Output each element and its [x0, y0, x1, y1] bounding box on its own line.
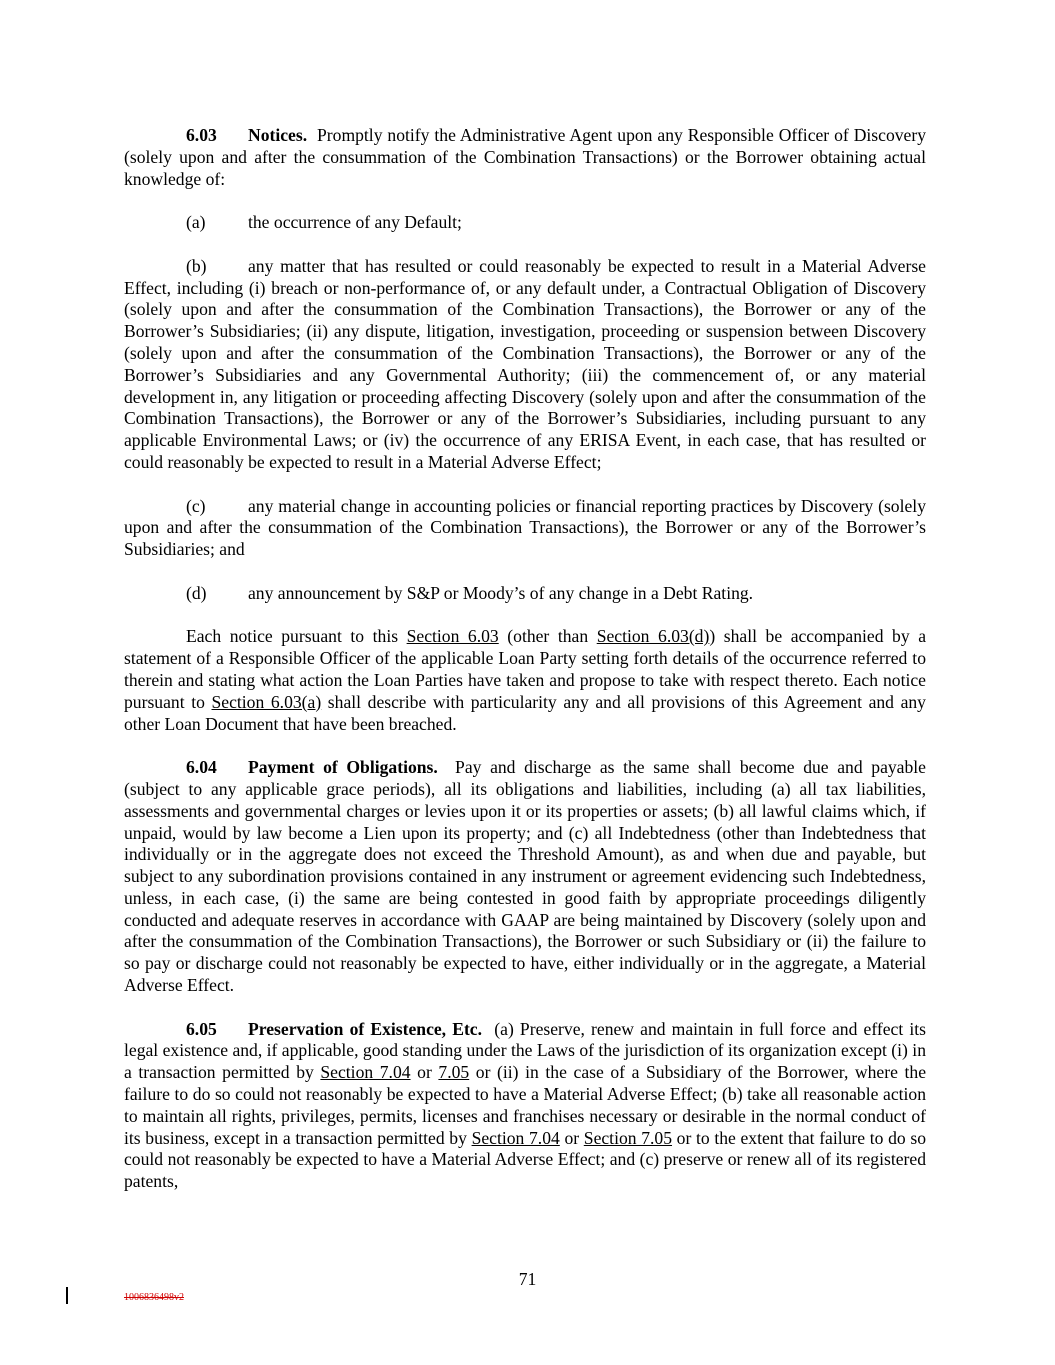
clause-label: (a) — [186, 212, 206, 233]
clause-label: (b) — [186, 255, 207, 276]
section-6-03-closing — [124, 626, 926, 735]
clause-text: any material change in accounting policies or financial reporting practices by Discovery (solely upon and after the consummation of the Combination Transactions), the Borrower or any of the Borrower’s Subsidiaries; and — [124, 495, 926, 560]
clause-b — [124, 256, 926, 474]
section-reference-link[interactable]: Section 6.03(a) — [211, 691, 322, 712]
text-run: or (ii) in the case of a Subsidiary of the Borrower, where the failure to do so could not reasonably be expected to have a Material Adverse Effect; (b) take all reasonable action to maintain all rights, privileges, permits, licenses and franchises necessary or desirable in the normal conduct of its business, except in a transaction permitted by — [124, 1062, 926, 1148]
section-reference-link[interactable]: Section 7.04 — [471, 1127, 560, 1148]
clause-text: the occurrence of any Default; — [248, 212, 462, 233]
section-heading: Notices. — [248, 125, 308, 145]
section-number: 6.04 — [186, 757, 217, 778]
document-id: 1006836498v2 — [124, 1292, 184, 1303]
section-reference-link[interactable]: Section 7.04 — [320, 1062, 411, 1083]
section-reference-link[interactable]: Section 6.03(d) — [596, 626, 710, 647]
page-number: 71 — [518, 1269, 537, 1289]
clause-d — [124, 583, 926, 605]
text-run: or to the extent that failure to do so could not reasonably be expected to have a Material Adverse Effect; and (c) preserve or renew all of its registered patents, — [124, 1127, 927, 1192]
section-reference-link[interactable]: Section 7.05 — [583, 1127, 673, 1148]
section-6-03-intro — [124, 125, 926, 190]
clause-text: any matter that has resulted or could reasonably be expected to result in a Material Adverse Effect, including (i) breach or non-performance of, or any default under, a Contractual Obligation of Discovery (solely upon and after the consummation of the Combination Transactions), the Borrower or any of the Borrower’s Subsidiaries; (ii) any dispute, litigation, investigation, proceeding or suspension between Discovery (solely upon and after the consummation of the Combination Transactions), the Borrower or any of the Borrower’s Subsidiaries and any Governmental Authority; (iii) the commencement of, or any material development in, any litigation or proceeding affecting Discovery (solely upon and after the consummation of the Combination Transactions), the Borrower or any of the Borrower’s Subsidiaries, including pursuant to any applicable Environmental Laws; or (iv) the occurrence of any ERISA Event, in each case, that has resulted or could reasonably be expected to result in a Material Adverse Effect; — [124, 255, 926, 472]
clause-label: (c) — [186, 495, 206, 516]
text-run: (a) Preserve, renew and maintain in full force and effect its legal existence and, if applicable, good standing under the Laws of the jurisdiction of its organization except (i) in a transaction permitted by — [124, 1018, 926, 1083]
clause-label: (d) — [186, 582, 207, 603]
section-number: 6.05 — [186, 1018, 217, 1039]
section-number: 6.03 — [186, 125, 217, 145]
section-heading: Payment of Obligations. — [248, 757, 438, 778]
section-text: Pay and discharge as the same shall become due and payable (subject to any applicable grace periods), all its obligations and liabilities, including (a) all tax liabilities, assessments and governmental charges or levies upon it or its properties or assets; (b) all lawful claims which, if unpaid, would by law become a Lien upon its property; and (c) all Indebtedness (other than Indebtedness that individually or in the aggregate does not exceed the Threshold Amount), as and when due and payable, but subject to any subordination provisions contained in any instrument or agreement evidencing such Indebtedness, unless, in each case, (i) the same are being contested in good faith by appropriate proceedings diligently conducted and adequate reserves in accordance with GAAP are being maintained by Discovery (solely upon and after the consummation of the Combination Transactions), the Borrower or such Subsidiary or (ii) the failure to so pay or discharge could not reasonably be expected to have, either individually or in the aggregate, a Material Adverse Effect. — [124, 757, 926, 996]
document-body — [124, 125, 926, 1215]
section-6-04 — [124, 757, 926, 997]
text-run: ) shall be accompanied by a statement of a Responsible Officer of the applicable Loan Party setting forth details of the occurrence referred to therein and stating what action the Loan Parties have taken and propose to take with respect thereto. Each notice pursuant to — [124, 626, 927, 712]
text-run: or — [559, 1127, 584, 1148]
section-text: Promptly notify the Administrative Agent upon any Responsible Officer of Discovery (solely upon and after the consummation of the Combination Transactions) or the Borrower obtaining actual knowledge of: — [124, 125, 926, 189]
section-reference-link[interactable]: Section 6.03 — [406, 626, 499, 647]
text-run: Each notice pursuant to this — [186, 626, 407, 647]
text-run: (other than — [498, 626, 597, 647]
revision-bar — [66, 1287, 68, 1304]
section-reference-link[interactable]: 7.05 — [438, 1062, 470, 1083]
clause-c — [124, 496, 926, 561]
text-run: or — [410, 1062, 439, 1083]
section-heading: Preservation of Existence, Etc. — [248, 1018, 483, 1039]
section-6-05 — [124, 1019, 926, 1193]
clause-text: any announcement by S&P or Moody’s of any change in a Debt Rating. — [248, 582, 754, 603]
clause-a — [124, 212, 926, 234]
text-run: shall describe with particularity any and all provisions of this Agreement and any other Loan Document that have been breached. — [124, 691, 926, 734]
